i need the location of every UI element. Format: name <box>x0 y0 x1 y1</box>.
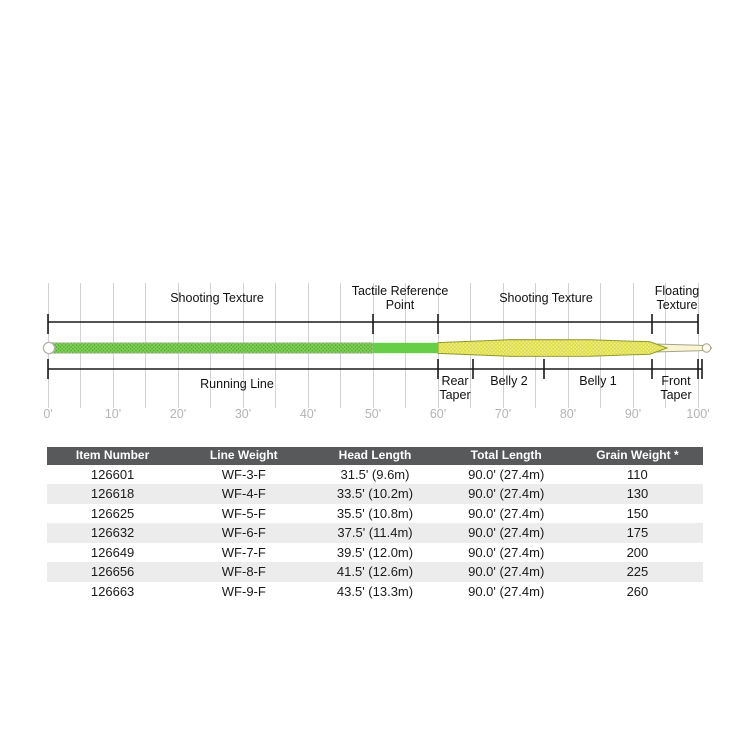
table-cell: 175 <box>626 525 649 540</box>
ruler-tick-70: 70' <box>494 407 512 421</box>
table-cell: 126625 <box>90 505 135 521</box>
table-cell: 150 <box>626 505 649 521</box>
table-cell: WF-6-F <box>221 525 266 540</box>
table-cell: 33.5' (10.2m) <box>336 486 414 501</box>
table-cell: 31.5' (9.6m) <box>340 466 410 482</box>
table-cell: 126656 <box>90 564 135 579</box>
table-row <box>47 562 703 582</box>
table-cell: WF-8-F <box>221 564 266 579</box>
table-cell: 126649 <box>90 544 135 560</box>
header-line-weight: Line Weight <box>209 448 278 462</box>
table-cell: 90.0' (27.4m) <box>468 466 545 482</box>
table-cell: 260 <box>626 583 649 599</box>
tactile-reference-shape <box>373 343 438 353</box>
table-cell: 35.5' (10.8m) <box>336 505 414 521</box>
label-belly-2: Belly 2 <box>490 374 528 388</box>
table-cell: WF-4-F <box>221 486 266 501</box>
table-cell: 126618 <box>90 486 135 501</box>
label-floating-texture: Floating Texture <box>654 284 700 312</box>
ruler-tick-90: 90' <box>624 407 642 421</box>
header-head-length: Head Length <box>338 448 412 462</box>
spec-table <box>47 447 703 601</box>
label-running-line: Running Line <box>200 377 274 391</box>
table-row <box>47 465 703 485</box>
table-cell: 90.0' (27.4m) <box>468 544 545 560</box>
table-cell: 90.0' (27.4m) <box>468 583 545 599</box>
table-cell: 200 <box>626 544 649 560</box>
table-cell: 41.5' (12.6m) <box>336 564 414 579</box>
top-bracket <box>48 314 698 334</box>
table-cell: 225 <box>626 564 649 579</box>
table-cell: 126601 <box>90 466 135 482</box>
header-total-length: Total Length <box>470 448 542 462</box>
header-item-number: Item Number <box>75 448 150 462</box>
table-cell: 90.0' (27.4m) <box>468 505 545 521</box>
table-row <box>47 582 703 602</box>
running-line-shape <box>51 343 374 353</box>
label-shooting-texture-rear: Shooting Texture <box>170 291 264 305</box>
label-rear-taper: Rear Taper <box>439 374 471 402</box>
ruler-tick-10: 10' <box>104 407 122 421</box>
table-cell: 126663 <box>90 583 135 599</box>
ruler-tick-0: 0' <box>43 407 53 421</box>
table-cell: 39.5' (12.0m) <box>336 544 414 560</box>
table-cell: 90.0' (27.4m) <box>468 564 545 579</box>
ruler-tick-40: 40' <box>299 407 317 421</box>
table-cell: WF-5-F <box>221 505 266 521</box>
table-cell: 43.5' (13.3m) <box>336 583 414 599</box>
table-row <box>47 504 703 524</box>
table-row <box>47 484 703 504</box>
table-cell: WF-9-F <box>221 583 266 599</box>
table-row <box>47 523 703 543</box>
table-cell: 90.0' (27.4m) <box>468 525 545 540</box>
ruler-tick-30: 30' <box>234 407 252 421</box>
tip-loop-shape <box>702 344 710 352</box>
table-cell: 126632 <box>90 525 135 540</box>
ruler-tick-50: 50' <box>364 407 382 421</box>
table-header-row <box>47 447 703 465</box>
table-cell: 130 <box>626 486 649 501</box>
table-cell: WF-3-F <box>221 466 266 482</box>
ruler-tick-100: 100' <box>686 407 710 421</box>
table-cell: 110 <box>627 466 648 482</box>
ruler-tick-60: 60' <box>429 407 447 421</box>
label-tactile-reference-point: Tactile Reference Point <box>351 284 449 312</box>
table-cell: 90.0' (27.4m) <box>468 486 545 501</box>
label-belly-1: Belly 1 <box>579 374 617 388</box>
ruler-tick-20: 20' <box>169 407 187 421</box>
table-cell: 37.5' (11.4m) <box>337 525 413 540</box>
label-shooting-texture-head: Shooting Texture <box>499 291 593 305</box>
ruler-tick-80: 80' <box>559 407 577 421</box>
header-grain-weight: Grain Weight * <box>596 448 679 462</box>
belly-shape <box>438 340 667 357</box>
label-front-taper: Front Taper <box>660 374 692 402</box>
table-cell: WF-7-F <box>221 544 266 560</box>
table-body <box>47 465 703 602</box>
rear-loop-shape <box>43 342 54 353</box>
table-row <box>47 543 703 563</box>
